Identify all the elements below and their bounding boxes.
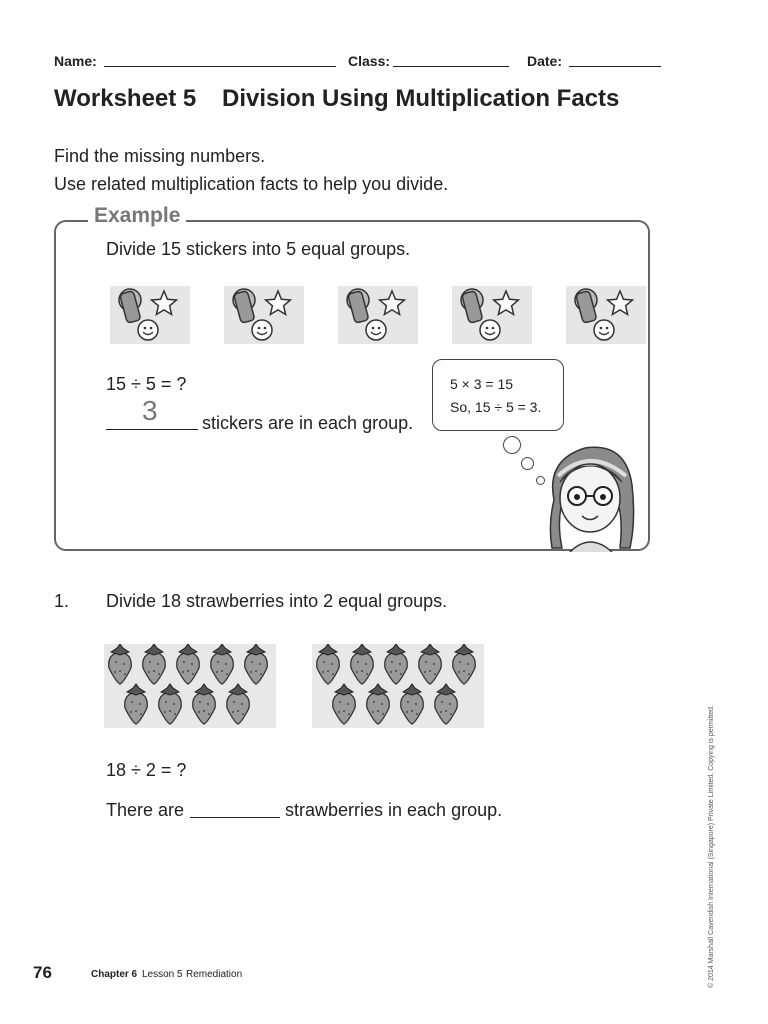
thought-dot-medium (521, 457, 534, 470)
sticker-group (336, 284, 418, 346)
footer-chapter: Chapter 6 (91, 969, 138, 980)
strawberry-group (312, 644, 484, 728)
instruction-line-1: Find the missing numbers. (54, 146, 266, 166)
sticker-group (222, 284, 304, 346)
strawberry-group (104, 644, 276, 728)
girl-illustration (540, 440, 640, 552)
sticker-group (108, 284, 190, 346)
example-prompt: Divide 15 stickers into 5 equal groups. (106, 239, 411, 259)
footer-section: Remediation (186, 969, 243, 980)
name-label: Name: (54, 53, 97, 69)
worksheet-number: Worksheet 5 (54, 85, 197, 112)
answer-suffix: strawberries in each group. (285, 800, 503, 820)
sticker-group (564, 284, 646, 346)
thought-line-1: 5 × 3 = 15 (450, 376, 514, 392)
date-label: Date: (527, 53, 563, 69)
worksheet-title: Division Using Multiplication Facts (222, 85, 620, 112)
instruction-line-2: Use related multiplication facts to help you divide. (54, 174, 449, 194)
footer-lesson: Lesson 5 (142, 969, 183, 980)
page-number: 76 (33, 963, 52, 982)
answer-input-line[interactable] (190, 817, 280, 818)
example-answer: 3 (142, 395, 158, 426)
thought-dot-large (503, 436, 521, 454)
thought-bubble (432, 359, 564, 431)
example-label: Example (88, 204, 186, 228)
thought-line-2: So, 15 ÷ 5 = 3. (450, 399, 542, 415)
example-equation: 15 ÷ 5 = ? (106, 374, 187, 394)
answer-prefix: There are (106, 800, 185, 820)
date-field[interactable] (569, 66, 661, 67)
sticker-group (450, 284, 532, 346)
example-answer-line (106, 429, 198, 430)
class-field[interactable] (393, 66, 509, 67)
example-answer-suffix: stickers are in each group. (202, 413, 414, 433)
name-field[interactable] (104, 66, 336, 67)
question-equation: 18 ÷ 2 = ? (106, 760, 187, 780)
question-prompt: Divide 18 strawberries into 2 equal groups. (106, 591, 448, 611)
copyright-notice: © 2014 Marshall Cavendish International (Singapore) Private Limited. Copying is permitted. (708, 705, 715, 988)
class-label: Class: (348, 53, 391, 69)
question-number: 1. (54, 591, 70, 611)
